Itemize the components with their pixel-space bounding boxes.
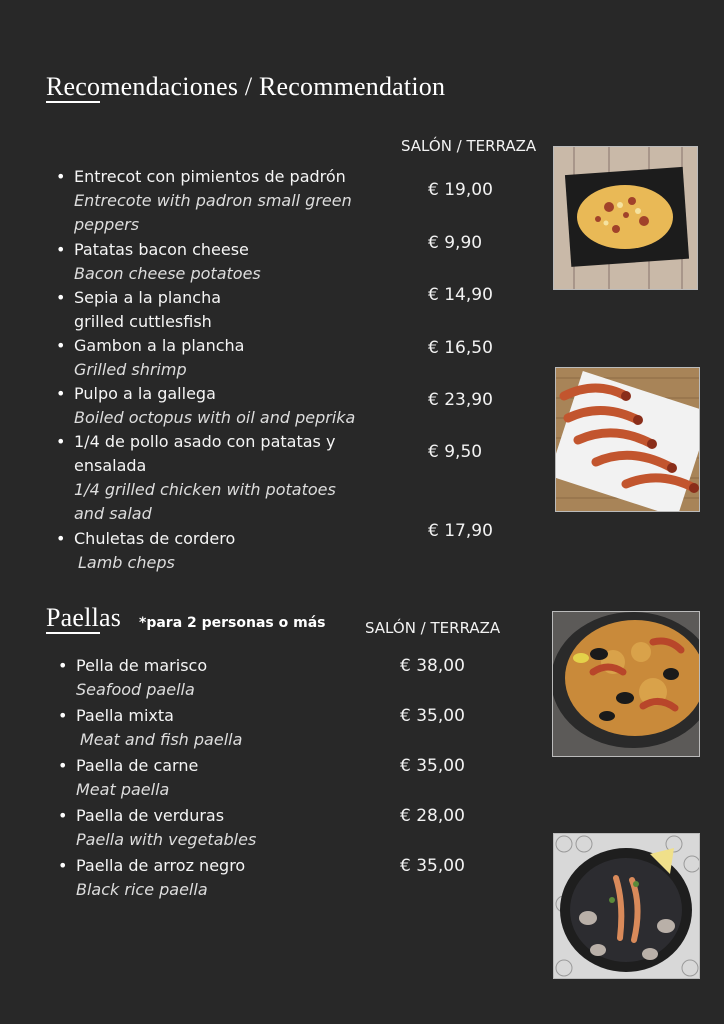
paellas-title-underline bbox=[46, 632, 100, 634]
grilled-prawns-photo bbox=[556, 368, 699, 511]
menu-item-gambon bbox=[56, 334, 386, 382]
menu-item-patatas bbox=[56, 238, 386, 286]
black-rice-paella-photo bbox=[554, 834, 699, 978]
item-price: € 9,50 bbox=[428, 442, 483, 462]
item-price: € 28,00 bbox=[400, 806, 465, 826]
item-name: • Patatas bacon cheese bbox=[56, 238, 386, 262]
paellas-column-header: SALÓN / TERRAZA bbox=[365, 619, 501, 637]
item-translation: Boiled octopus with oil and peprika bbox=[74, 408, 356, 427]
menu-item-marisco bbox=[58, 654, 388, 702]
menu-item-sepia bbox=[56, 286, 386, 334]
item-name: • Paella de carne bbox=[58, 754, 388, 778]
item-name: • Paella de arroz negro bbox=[58, 854, 388, 878]
item-name: • Paella de verduras bbox=[58, 804, 388, 828]
recommendations-title: Recomendaciones / Recommendation bbox=[46, 72, 446, 101]
menu-item-chuletas bbox=[56, 527, 386, 575]
seafood-paella-photo bbox=[553, 612, 699, 756]
menu-item-pollo bbox=[56, 430, 386, 526]
menu-item-carne bbox=[58, 754, 388, 802]
paellas-title: Paellas bbox=[46, 603, 122, 632]
item-translation: Meat and fish paella bbox=[80, 730, 243, 749]
paellas-note: *para 2 personas o más bbox=[139, 615, 326, 631]
item-name: • Pulpo a la gallega bbox=[56, 382, 386, 406]
item-translation: Grilled shrimp bbox=[74, 360, 187, 379]
item-name: • 1/4 de pollo asado con patatas y ensalada bbox=[56, 430, 359, 478]
item-translation: Meat paella bbox=[76, 780, 170, 799]
item-translation: Seafood paella bbox=[76, 680, 195, 699]
item-price: € 19,00 bbox=[428, 180, 493, 200]
item-price: € 38,00 bbox=[400, 656, 465, 676]
item-price: € 35,00 bbox=[400, 756, 465, 776]
item-name: • Entrecot con pimientos de padrón bbox=[56, 165, 386, 189]
bacon-cheese-fries-photo bbox=[554, 147, 697, 289]
item-price: € 14,90 bbox=[428, 285, 493, 305]
menu-item-verduras bbox=[58, 804, 388, 852]
item-translation: grilled cuttlesfish bbox=[74, 312, 212, 331]
item-name: • Pella de marisco bbox=[58, 654, 388, 678]
item-translation: Lamb cheps bbox=[78, 553, 175, 572]
menu-item-entrecot bbox=[56, 165, 386, 237]
item-translation: Black rice paella bbox=[76, 880, 208, 899]
item-price: € 16,50 bbox=[428, 338, 493, 358]
item-price: € 17,90 bbox=[428, 521, 493, 541]
item-price: € 9,90 bbox=[428, 233, 483, 253]
item-price: € 35,00 bbox=[400, 856, 465, 876]
menu-item-mixta bbox=[58, 704, 388, 752]
menu-item-pulpo bbox=[56, 382, 386, 430]
item-name: • Chuletas de cordero bbox=[56, 527, 386, 551]
recommendations-title-underline bbox=[46, 101, 100, 103]
item-translation: Entrecote with padron small green peppers bbox=[74, 191, 352, 234]
item-translation: Paella with vegetables bbox=[76, 830, 257, 849]
item-price: € 35,00 bbox=[400, 706, 465, 726]
item-price: € 23,90 bbox=[428, 390, 493, 410]
item-name: • Sepia a la plancha bbox=[56, 286, 386, 310]
item-name: • Gambon a la plancha bbox=[56, 334, 386, 358]
menu-item-arroz-negro bbox=[58, 854, 388, 902]
item-name: • Paella mixta bbox=[58, 704, 388, 728]
recommendations-column-header: SALÓN / TERRAZA bbox=[401, 137, 537, 155]
item-translation: Bacon cheese potatoes bbox=[74, 264, 261, 283]
item-translation: 1/4 grilled chicken with potatoes and salad bbox=[74, 480, 336, 523]
